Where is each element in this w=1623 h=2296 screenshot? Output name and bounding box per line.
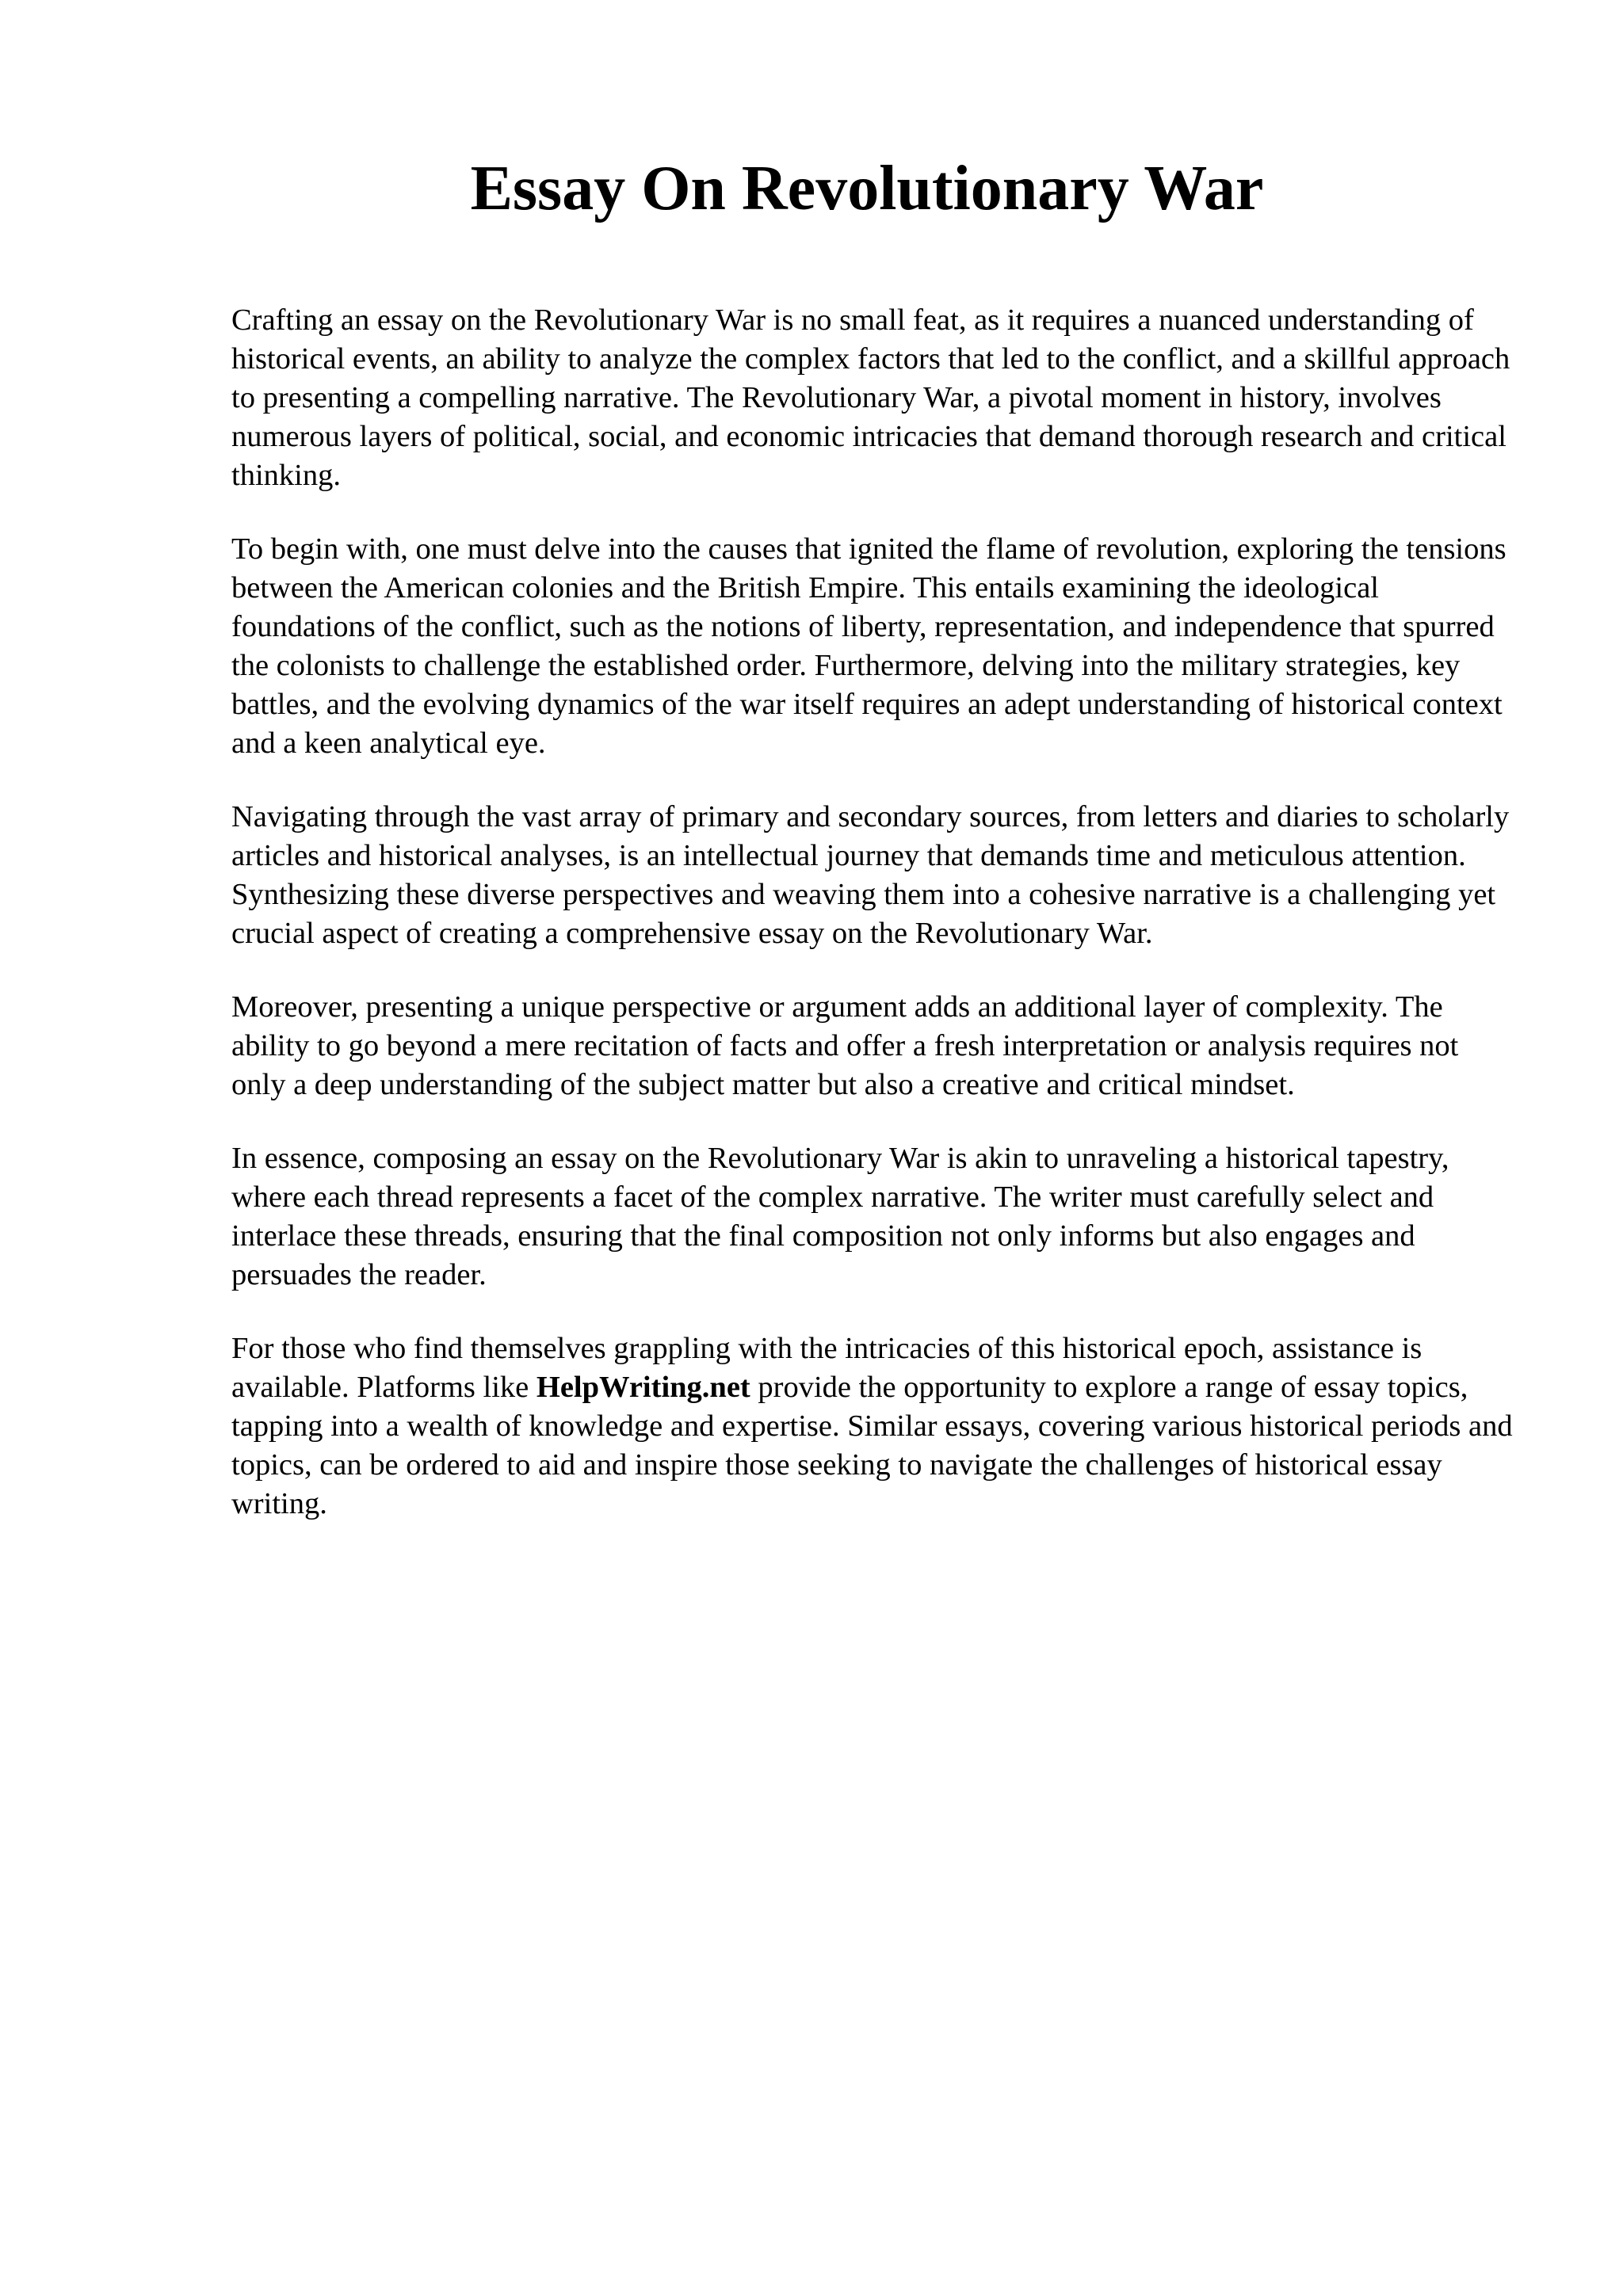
- paragraph-6-lead-text: For those who find themselves grappling with the intricacies of this historical epoch, assistance is available. Platforms like: [231, 1332, 1423, 1404]
- paragraph-2: To begin with, one must delve into the causes that ignited the flame of revolution, exploring the tensions between the American colonies and the British Empire. This entails examining the ideological foundations of the conflict, such as the notions of liberty, representation, and independence that spurred the colonists to challenge the established order. Furthermore, delving into the military strategies, key battles, and the evolving dynamics of the war itself requires an adept understanding of historical context and a keen analytical eye.: [231, 532, 1507, 760]
- paragraph-6: [231, 1329, 1515, 1524]
- paragraph-1: Crafting an essay on the Revolutionary War is no small feat, as it requires a nuanced understanding of historical events, an ability to analyze the complex factors that led to the conflict, and a skillful approach to presenting a compelling narrative. The Revolutionary War, a pivotal moment in history, involves numerous layers of political, social, and economic intricacies that demand thorough research and critical thinking.: [231, 303, 1510, 492]
- paragraph-3: Navigating through the vast array of primary and secondary sources, from letters and diaries to scholarly articles and historical analyses, is an intellectual journey that demands time and meticulous attention. Synthesizing these diverse perspectives and weaving them into a cohesive narrative is a challenging yet crucial aspect of creating a comprehensive essay on the Revolutionary War.: [231, 800, 1510, 950]
- helpwriting-link[interactable]: HelpWriting.net: [536, 1371, 750, 1404]
- essay-body: [231, 301, 1515, 1558]
- paragraph-4: Moreover, presenting a unique perspective or argument adds an additional layer of complexity. The ability to go beyond a mere recitation of facts and offer a fresh interpretation or analysis requires not only a deep understanding of the subject matter but also a creative and critical mindset.: [231, 990, 1459, 1101]
- page-title: Essay On Revolutionary War: [470, 154, 1264, 223]
- paragraph-5: In essence, composing an essay on the Revolutionary War is akin to unraveling a historical tapestry, where each thread represents a facet of the complex narrative. The writer must carefully select and interlace these threads, ensuring that the final composition not only informs but also engages and persuades the reader.: [231, 1142, 1449, 1291]
- paragraph-6-trailing-text: provide the opportunity to explore a range of essay topics, tapping into a wealth of knowledge and expertise. Similar essays, covering various historical periods and topics, can be ordered to aid and inspire those seeking to navigate the challenges of historical essay writing.: [231, 1371, 1513, 1520]
